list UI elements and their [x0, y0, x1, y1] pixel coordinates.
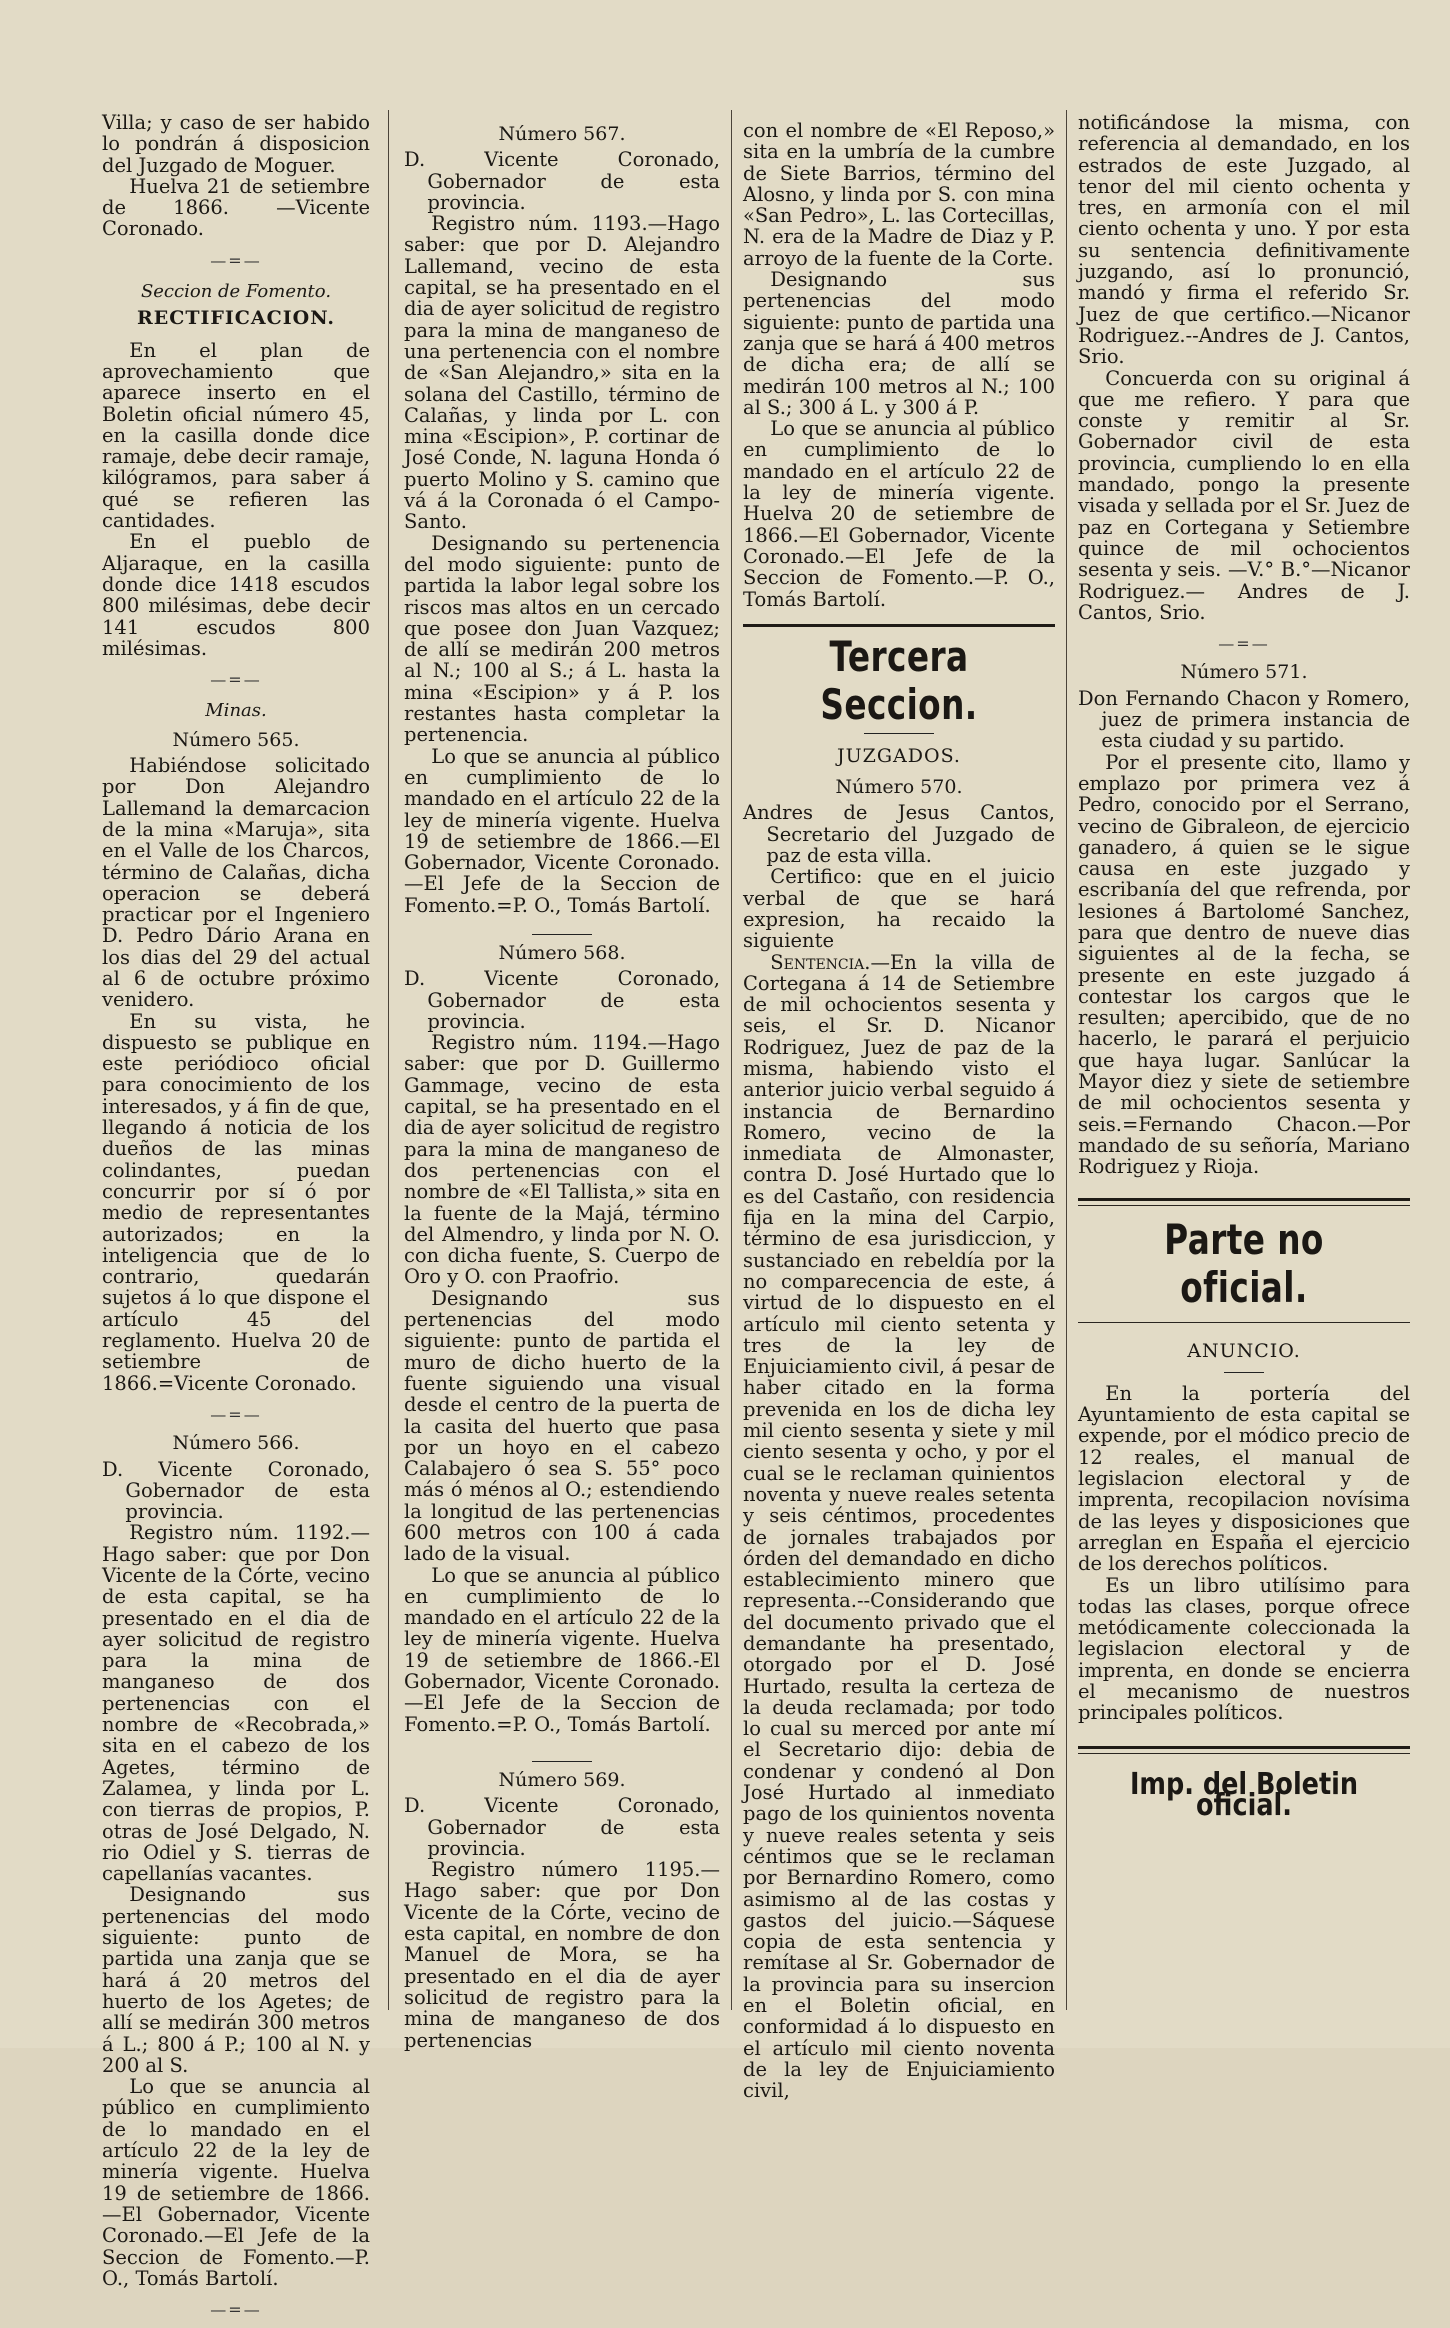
- notice-number: Número 570.: [835, 776, 963, 799]
- tercera-seccion-title: Tercera Seccion.: [820, 631, 978, 729]
- paragraph: Designando sus pertenencias del modo siguiente: punto de partida una zanja que se hará á 400 metros de dicha era; de allí se medirán 100 metros al N.; 100 al S.; 300 á L. y 300 á P.: [743, 268, 1055, 419]
- paragraph: Registro núm. 1192.—Hago saber: que por Don Vicente de la Córte, vecino de esta capital, se ha presentado en el dia de ayer solicitud de registro para la mina de manganeso de dos pertenencias con el nombre de «Recobrada,» sita en el cabezo de los Agetes, término de Zalamea, y linda por L. con tierras de propios, P. otras de José Delgado, N. rio Odiel y S. tierras de capellanías vacantes.: [102, 1521, 370, 1886]
- section-rule-thin: [1078, 1753, 1410, 1754]
- notice-number: Número 565.: [172, 728, 300, 751]
- column-1: [102, 112, 370, 2328]
- column-rule: [731, 110, 732, 2010]
- column-3: [743, 120, 1055, 2102]
- juzgados-heading: JUZGADOS.: [837, 744, 961, 767]
- paragraph: Concuerda con su original á que me refiero. Y para que conste y remitir al Sr. Gobernador civil de esta provincia, cumpliendo lo en ella mandado, pongo la presente visada y sellada por el Sr. Juez de paz en Cortegana y Setiembre quince de mil ochocientos sesenta y seis. —V.° B.°—Nicanor Rodriguez.— Andres de J. Cantos, Srio.: [1078, 366, 1410, 624]
- paragraph: Habiéndose solicitado por Don Alejandro Lallemand la demarcacion de la mina «Maruja», sita en el Valle de los Charcos, término de Calañas, dicha operacion se deberá practicar por el Ingeniero D. Pedro Dário Arana en los dias del 29 del actual al 6 de octubre próximo venidero.: [102, 754, 370, 1012]
- continued-text: notificándose la misma, con referencia al demandado, en los estrados de este Juzgado, al tenor del mil ciento ochenta y tres, en armonía con el mil ciento ochenta y uno. Y por esta su sentencia definitivamente juzgando, así lo pronunció, mandó y firma el referido Sr. Juez de que certifico.—Nicanor Rodriguez.--Andres de J. Cantos, Srio.: [1078, 111, 1410, 369]
- notice-number: Número 571.: [1180, 661, 1308, 684]
- separator: —=—: [210, 670, 262, 690]
- paragraph: Lo que se anuncia al público en cumplimiento de lo mandado en el artículo 22 de la ley de minería vigente. Huelva 19 de setiembre de 1866.-El Gobernador, Vicente Coronado.—El Jefe de la Seccion de Fomento.=P. O., Tomás Bartolí.: [404, 1563, 720, 1736]
- section-rule: [1078, 1198, 1410, 1201]
- sentencia-text: —En la villa de Cortegana á 14 de Setiembre de mil ochocientos sesenta y seis, el Sr. D. Nicanor Rodriguez, Juez de paz de la misma, habiendo visto el anterior juicio verbal seguido á instancia de Bernardino Romero, vecino de la inmediata de Almonaster, contra D. José Hurtado que lo es del Castaño, con residencia fija en la mina del Carpio, término de esa jurisdiccion, y sustanciado en rebeldía por la no comparecencia de este, á virtud de lo dispuesto en el artículo mil ciento setenta y tres de la ley de Enjuiciamiento civil, á pesar de haber citado en la forma prevenida en los de dicha ley mil ciento sesenta y siete y mil ciento sesenta y ocho, y por el cual se le reclaman quinientos noventa y nueve reales setenta y seis céntimos, procedentes de jornales trabajados por órden del demandado en dicho establecimiento minero que representa.--Considerando que del documento privado que el demandante ha presentado, otorgado por el D. José Hurtado, resulta la certeza de la deuda reclamada; por todo lo cual su merced por ante mí el Secretario dijo: debia de condenar y condenó al Don José Hurtado al inmediato pago de los quinientos noventa y nueve reales setenta y seis céntimos que se le reclaman por Bernardino Romero, como asimismo al de las costas y gastos del juicio.—Sáquese copia de esta sentencia y remítase al Sr. Gobernador de la provincia para su insercion en el Boletin oficial, en conformidad á lo dispuesto en el artículo mil ciento noventa de la ley de Enjuiciamiento civil,: [743, 950, 1055, 2103]
- notice-number: Número 566.: [172, 1432, 300, 1455]
- separator: —=—: [210, 2300, 262, 2320]
- column-rule: [388, 110, 389, 2010]
- paragraph: Lo que se anuncia al público en cumplimiento de lo mandado en el artículo 22 de la ley de minería vigente. Huelva 19 de setiembre de 1866.—El Gobernador, Vicente Coronado.—El Jefe de la Seccion de Fomento.—P. O., Tomás Bartolí.: [102, 2075, 370, 2290]
- section-heading: Seccion de Fomento.: [140, 281, 332, 303]
- paragraph: Certifico: que en el juicio verbal de que se hará expresion, ha recaido la siguiente: [743, 865, 1055, 953]
- column-rule: [1066, 110, 1067, 2010]
- paragraph: Designando su pertenencia del modo siguiente: punto de partida la labor legal sobre los riscos mas altos en un cercado que posee don Juan Vazquez; de allí se medirán 200 metros al N.; 100 al S.; á L. hasta la mina «Escipion» y á P. los restantes hasta completar la pertenencia.: [404, 531, 720, 747]
- separator: —=—: [1218, 634, 1270, 654]
- title-underline: [864, 733, 934, 734]
- anuncio-heading: ANUNCIO.: [1187, 1339, 1301, 1362]
- paragraph: Por el presente cito, llamo y emplazo por primera vez á Pedro, conocido por el Serrano, vecino de Gibraleon, de ejercicio ganadero, á quien se le sigue causa en este juzgado y escribanía del que refrenda, por lesiones á Bartolomé Sanchez, para que dentro de nueve dias siguientes al de la fecha, se presente en este juzgado á contestar los cargos que le resulten; apercibido, que de no hacerlo, le parará el perjuicio que haya lugar. Sanlúcar la Mayor diez y siete de setiembre de mil ochocientos sesenta y seis.=Fernando Chacon.—Por mandado de su señoría, Mariano Rodriguez y Rioja.: [1078, 750, 1410, 1179]
- notice-header: D. Vicente Coronado, Gobernador de esta provincia.: [404, 148, 720, 214]
- notice-header: Don Fernando Chacon y Romero, juez de primera instancia de esta ciudad y su partido.: [1078, 686, 1410, 753]
- separator: —=—: [210, 1404, 262, 1424]
- rectificacion-title: RECTIFICACION.: [137, 307, 335, 330]
- section-rule-thin: [1078, 1205, 1410, 1206]
- continued-text: con el nombre de «El Reposo,» sita en la umbría de la cumbre de Siete Barrios, término del Alosno, y linda por S. con mina «San Pedro», L. las Cortecillas, N. era de la Madre de Diaz y P. arroyo de la fuente de la Corte.: [743, 119, 1055, 270]
- paragraph: Es un libro utilísimo para todas las clases, porque ofrece metódicamente coleccionada la legislacion electoral y de imprenta, en donde se encierra el mecanismo de nuestros principales políticos.: [1078, 1573, 1410, 1725]
- short-rule: [532, 1761, 592, 1762]
- separator: —=—: [210, 250, 262, 270]
- notice-header: D. Vicente Coronado, Gobernador de esta provincia.: [404, 967, 720, 1033]
- signature: Huelva 21 de setiembre de 1866. —Vicente Coronado.: [102, 174, 370, 241]
- parte-no-oficial-title: Parte no oficial.: [1164, 1214, 1324, 1312]
- notice-number: Número 568.: [498, 941, 626, 964]
- sentencia-label: Sentencia.: [770, 950, 871, 974]
- paragraph: Lo que se anuncia al público en cumplimiento de lo mandado en el artículo 22 de la ley de minería vigente. Huelva 19 de setiembre de 1866.—El Gobernador, Vicente Coronado.—El Jefe de la Seccion de Fomento.=P. O., Tomás Bartolí.: [404, 744, 720, 917]
- paragraph: Designando sus pertenencias del modo siguiente: punto de partida el muro de dicho huerto de la fuente siguiendo una visual desde el centro de la puerta de la casita del huerto que pasa por un hoyo en el cabezo Calabajero ó sea S. 55° poco más ó ménos al O.; estendiendo la longitud de las pertenencias 600 metros con 100 á cada lado de la visual.: [404, 1286, 720, 1566]
- section-rule-thin: [1078, 1322, 1410, 1323]
- section-rule: [1078, 1746, 1410, 1749]
- paragraph: En su vista, he dispuesto se publique en este periódioco oficial para conocimiento de los interesados, y á fin de que, llegando á noticia de los dueños de las minas colindantes, puedan concurrir por sí ó por medio de representantes autorizados; en la inteligencia que de lo contrario, quedarán sujetos á lo que dispone el artículo 45 del reglamento. Huelva 20 de setiembre de 1866.=Vicente Coronado.: [102, 1009, 370, 1395]
- notice-header: D. Vicente Coronado, Gobernador de esta provincia.: [404, 1794, 720, 1860]
- notice-number: Número 569.: [498, 1768, 626, 1791]
- column-2: [404, 124, 720, 2051]
- section-heading: Minas.: [205, 700, 267, 722]
- paragraph: Registro núm. 1193.—Hago saber: que por D. Alejandro Lallemand, vecino de esta capital, se ha presentado en el dia de ayer solicitud de registro para la mina de manganeso de una pertenencia con el nombre de «San Alejandro,» sita en la solana del Castillo, término de Calañas, y linda por L. con mina «Escipion», P. cortinar de José Conde, N. laguna Honda ó puerto Molino y S. camino que vá á la Coronada ó el Campo-Santo.: [404, 212, 720, 534]
- notice-header: Andres de Jesus Cantos, Secretario del Juzgado de paz de esta villa.: [743, 801, 1055, 868]
- notice-header: D. Vicente Coronado, Gobernador de esta provincia.: [102, 1457, 370, 1524]
- paragraph: Registro número 1195.—Hago saber: que por Don Vicente de la Córte, vecino de esta capital, en nombre de don Manuel de Mora, se ha presentado en el dia de ayer solicitud de registro para la mina de manganeso de dos pertenencias: [404, 1858, 720, 2052]
- continued-text: Villa; y caso de ser habido lo pondrán á disposicion del Juzgado de Moguer.: [102, 111, 370, 177]
- section-rule: [743, 624, 1055, 627]
- paragraph: En el plan de aprovechamiento que aparece inserto en el Boletin oficial número 45, en la casilla donde dice ramaje, debe decir ramaje, kilógramos, para saber á qué se refieren las cantidades.: [102, 338, 370, 533]
- printer-imprint: Imp. del Boletin oficial.: [1129, 1766, 1359, 1823]
- paragraph: En la portería del Ayuntamiento de esta capital se expende, por el módico precio de 12 reales, el manual de legislacion electoral y de imprenta, recopilacion novísima de las leyes y disposiciones que arreglan en España el ejercicio de los derechos políticos.: [1078, 1381, 1410, 1576]
- paragraph: En el pueblo de Aljaraque, en la casilla donde dice 1418 escudos 800 milésimas, debe decir 141 escudos 800 milésimas.: [102, 530, 370, 660]
- sentencia-paragraph: [743, 952, 1055, 2102]
- paragraph: Registro núm. 1194.—Hago saber: que por D. Guillermo Gammage, vecino de esta capital, se ha presentado en el dia de ayer solicitud de registro para la mina de manganeso de dos pertenencias con el nombre de «El Tallista,» sita en la fuente de la Majá, término del Almendro, y linda por N. O. con dicha fuente, S. Cuerpo de Oro y O. con Praofrio.: [404, 1031, 720, 1289]
- short-rule: [532, 934, 592, 935]
- paragraph: Lo que se anuncia al público en cumplimiento de lo mandado en el artículo 22 de la ley de minería vigente. Huelva 20 de setiembre de 1866.—El Gobernador, Vicente Coronado.—El Jefe de la Seccion de Fomento.—P. O., Tomás Bartolí.: [743, 417, 1055, 611]
- notice-number: Número 567.: [498, 123, 626, 145]
- paragraph: Designando sus pertenencias del modo siguiente: punto de partida una zanja que se hará á 20 metros del huerto de los Agetes; de allí se medirán 300 metros á L.; 800 á P.; 100 al N. y 200 al S.: [102, 1883, 370, 2077]
- short-rule: [1224, 1372, 1264, 1373]
- column-4: [1078, 111, 1410, 1823]
